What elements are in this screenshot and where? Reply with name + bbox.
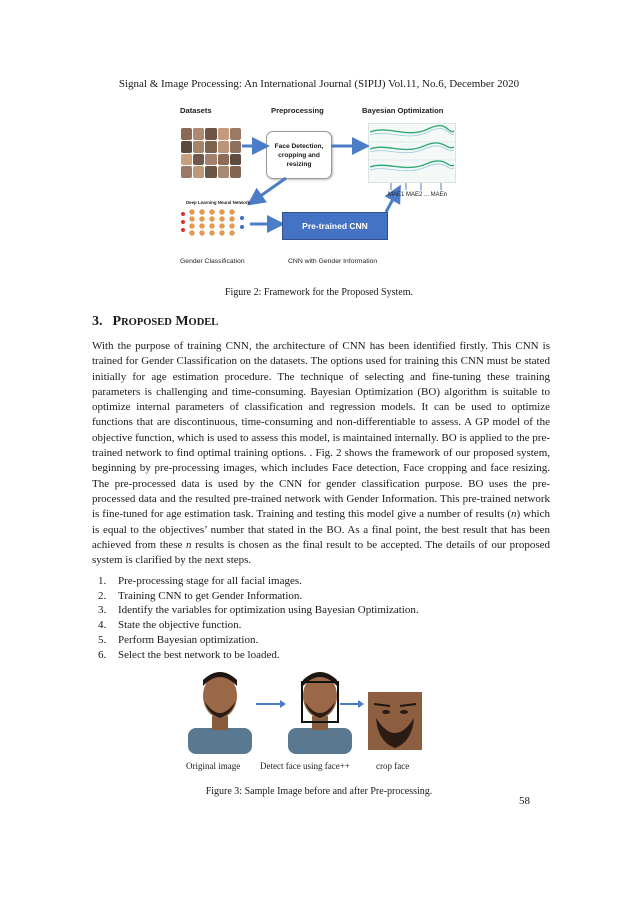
step-number: 6. — [98, 648, 107, 661]
title-rest-2: ODEL — [188, 317, 219, 328]
neural-network-graphic — [180, 202, 250, 244]
title-cap-1: P — [112, 314, 122, 329]
step-number: 4. — [98, 619, 107, 632]
preprocess-line-3: resizing — [286, 160, 312, 168]
list-item — [98, 648, 419, 663]
step-text: State the objective function. — [118, 619, 242, 632]
step-text: Select the best network to be loaded. — [118, 648, 280, 661]
variable-n: n — [511, 508, 517, 521]
list-item — [98, 618, 419, 633]
crop-face-label: crop face — [376, 761, 410, 771]
list-item — [98, 633, 419, 648]
figure-2-arrows — [176, 106, 466, 274]
variable-n-2: n — [186, 538, 192, 551]
paragraph-part-1: With the purpose of training CNN, the architecture of CNN has been identified firstly. This CNN is trained for Gender Classification on the datasets. The options used for training this CNN must be stated initially for age estimation procedure. The technique of selecting and fine-tuning these training parameters is challenging and time-consuming. Bayesian Optimization (BO) algorithm is suitable to optimize internal parameters of classification and regression models. It can be used to optimize functions that are discontinuous, time-consuming and non-differentiable to assess. A GP model of the objective function, which is used to assess this model, is maintained internally. BO is applied to the pre-trained network to find optimal training options. . Fig. 2 shows the framework of our proposed system, beginning by pre-processing images, which includes Face detection, Face cropping and face resizing. The pre-processed data is used by the CNN for gender classification purpose. BO uses the pre-processed data and the resulted pre-trained network with Gender Information. This pre-trained network is fine-tuned for age estimation task. Training and testing this model give a number of results ( — [92, 340, 550, 521]
datasets-label: Datasets — [180, 106, 212, 115]
list-item — [98, 574, 419, 589]
figure-3-caption: Figure 3: Sample Image before and after Pre-processing. — [205, 786, 433, 797]
detect-face-label: Detect face using face++ — [260, 761, 350, 771]
mae-labels: MAE1 MAE2 ... MAEn — [388, 192, 448, 198]
page-number: 58 — [519, 795, 530, 807]
title-cap-2: M — [175, 314, 189, 329]
section-paragraph — [92, 339, 550, 568]
journal-header: Signal & Image Processing: An International Journal (SIPIJ) Vol.11, No.6, December 2020 — [118, 78, 520, 90]
section-number: 3. — [92, 314, 103, 329]
step-number: 5. — [98, 633, 107, 646]
face-images — [186, 664, 446, 756]
figure-2-caption: Figure 2: Framework for the Proposed System. — [224, 287, 414, 298]
pretrained-cnn-box: Pre-trained CNN — [282, 212, 388, 240]
original-image-label: Original image — [186, 761, 241, 771]
paragraph-part-3: results is chosen as the final result to be accepted. The details of our proposed system is clarified by the next steps. — [92, 538, 550, 567]
gender-classification-label: Gender Classification — [180, 258, 245, 265]
list-item — [98, 603, 419, 618]
cropped-face-image — [368, 692, 422, 750]
step-text: Pre-processing stage for all facial images. — [118, 575, 302, 587]
list-item — [98, 589, 419, 604]
bayesian-optimization-label: Bayesian Optimization — [362, 106, 444, 115]
preprocess-line-1: Face Detection, — [274, 142, 324, 150]
figure-2-framework — [176, 106, 466, 274]
cnn-gender-info-label: CNN with Gender Information — [288, 258, 378, 265]
step-text: Identify the variables for optimization using Bayesian Optimization. — [118, 604, 419, 617]
section-heading — [92, 314, 218, 330]
step-number: 3. — [98, 604, 107, 617]
step-text: Perform Bayesian optimization. — [118, 633, 259, 646]
title-rest-1: ROPOSED — [121, 317, 172, 328]
preprocess-line-2: cropping and — [278, 151, 320, 159]
original-face-image — [188, 672, 252, 754]
detected-face-image — [288, 672, 352, 754]
dlnn-label: Deep Learning Neural Network — [186, 200, 250, 205]
figure-3-preprocessing — [186, 664, 446, 774]
preprocessing-label: Preprocessing — [271, 106, 324, 115]
step-number: 1. — [98, 575, 107, 587]
step-text: Training CNN to get Gender Information. — [118, 589, 303, 602]
paragraph-part-2: ) which is equal to the objectives’ number that stated in the BO. As a final point, the best result that has been achieved from these — [92, 508, 550, 551]
step-number: 2. — [98, 589, 107, 602]
steps-list — [98, 574, 419, 662]
